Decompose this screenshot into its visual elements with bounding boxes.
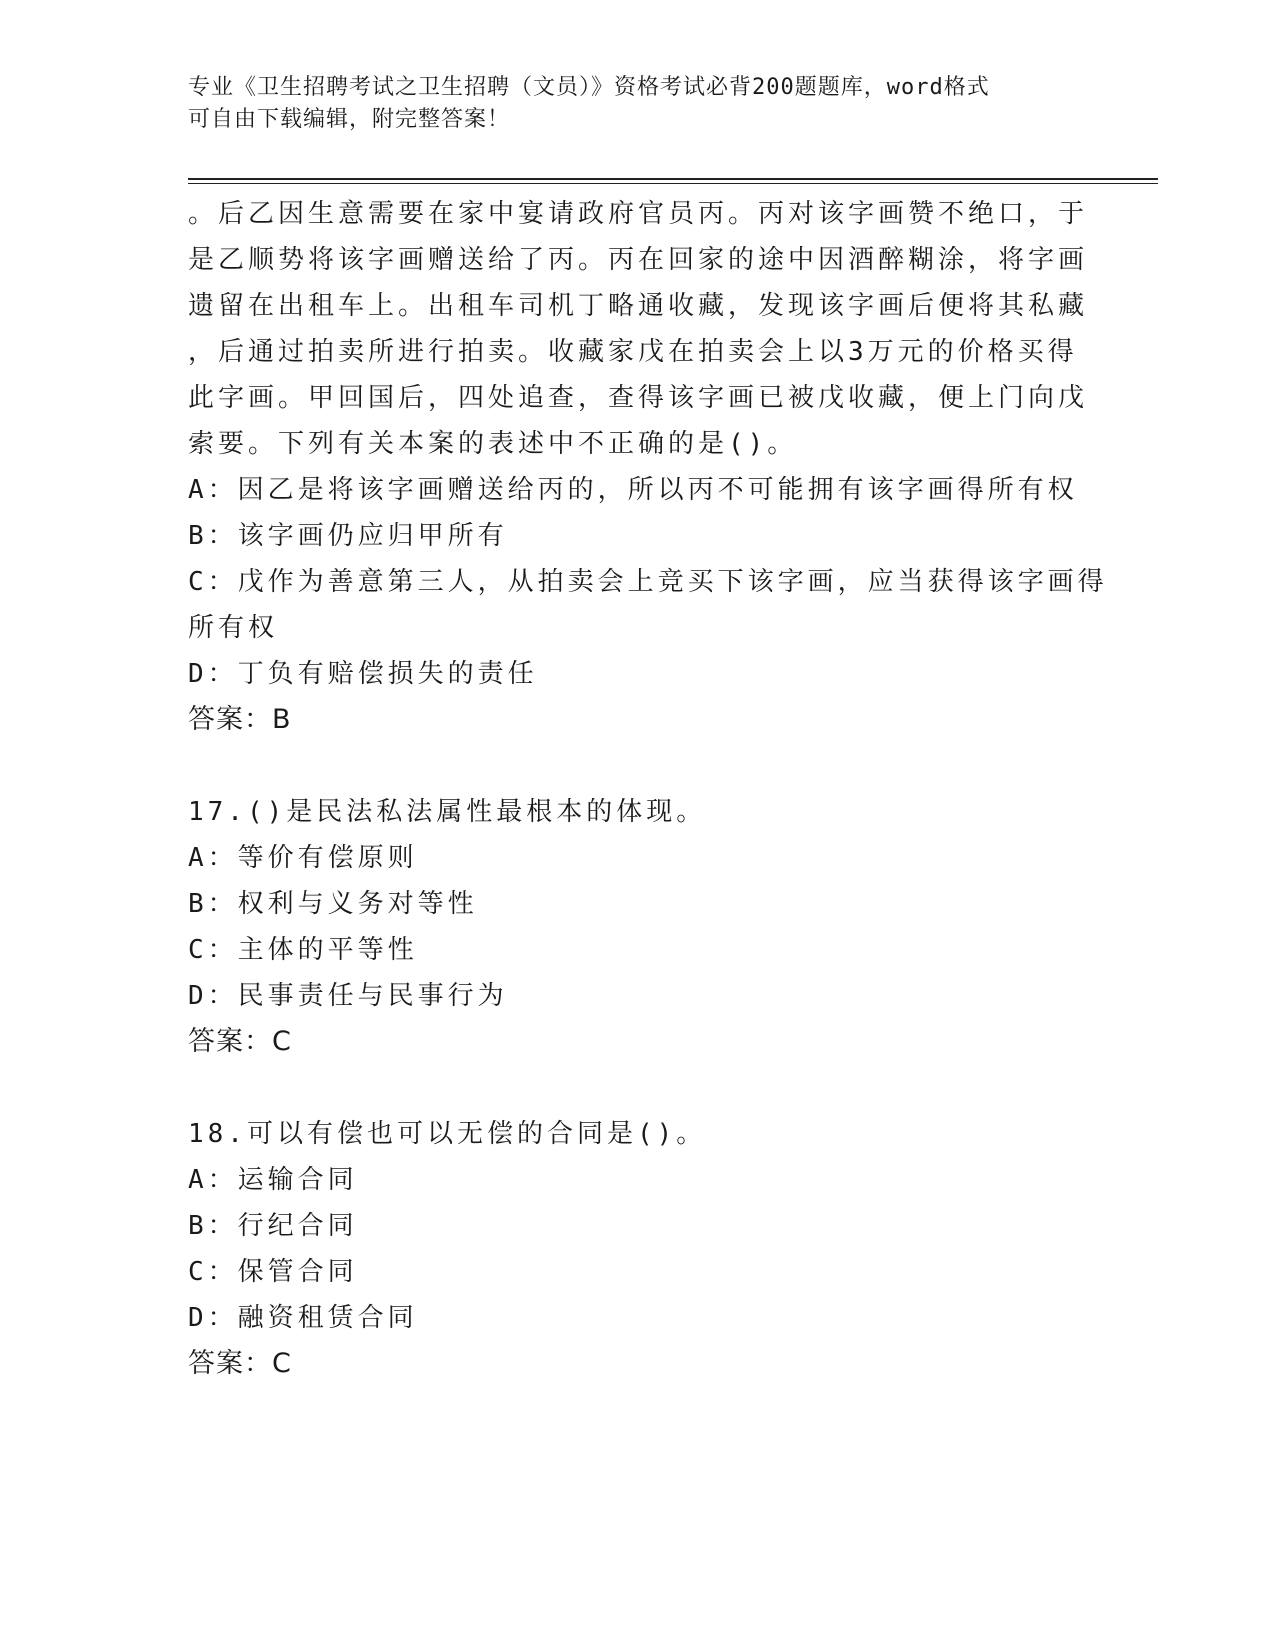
option-c: C：戊作为善意第三人，从拍卖会上竞买下该字画，应当获得该字画得	[188, 567, 1108, 597]
option-a: A：等价有偿原则	[188, 843, 418, 873]
header-line-1: 专业《卫生招聘考试之卫生招聘（文员）》资格考试必背200题题库，word格式	[188, 75, 990, 100]
question-text-line: 遗留在出租车上。出租车司机丁略通收藏，发现该字画后便将其私藏	[188, 291, 1089, 321]
spacer	[188, 743, 1088, 789]
answer-label: 答案：B	[188, 704, 292, 735]
question-text-line: 是乙顺势将该字画赠送给了丙。丙在回家的途中因酒醉糊涂，将字画	[188, 245, 1089, 275]
question-text: 17.()是民法私法属性最根本的体现。	[188, 797, 707, 827]
document-header	[188, 72, 1068, 136]
question-16-continued	[188, 191, 1108, 743]
option-a: A：运输合同	[188, 1165, 358, 1195]
question-17	[188, 789, 1088, 1065]
answer-label: 答案：C	[188, 1348, 292, 1379]
option-b: B：权利与义务对等性	[188, 889, 478, 919]
header-divider	[188, 178, 1158, 184]
option-d: D：民事责任与民事行为	[188, 981, 508, 1011]
option-c-continued: 所有权	[188, 613, 279, 643]
option-d: D：融资租赁合同	[188, 1303, 418, 1333]
spacer	[188, 1065, 1088, 1111]
question-text-line: 此字画。甲回国后，四处追查，查得该字画已被戊收藏，便上门向戊	[188, 383, 1089, 413]
document-body	[188, 191, 1108, 1387]
option-a: A：因乙是将该字画赠送给丙的，所以丙不可能拥有该字画得所有权	[188, 475, 1078, 505]
question-text-line: ，后通过拍卖所进行拍卖。收藏家戊在拍卖会上以3万元的价格买得	[188, 337, 1078, 367]
option-b: B：行纪合同	[188, 1211, 358, 1241]
option-b: B：该字画仍应归甲所有	[188, 521, 508, 551]
question-18	[188, 1111, 1088, 1387]
option-d: D：丁负有赔偿损失的责任	[188, 659, 538, 689]
question-text: 18.可以有偿也可以无偿的合同是()。	[188, 1119, 707, 1149]
option-c: C：保管合同	[188, 1257, 358, 1287]
answer-label: 答案：C	[188, 1026, 292, 1057]
question-text-line: 索要。下列有关本案的表述中不正确的是()。	[188, 429, 798, 459]
option-c: C：主体的平等性	[188, 935, 418, 965]
header-line-2: 可自由下载编辑，附完整答案！	[188, 107, 511, 132]
question-text-line: 。后乙因生意需要在家中宴请政府官员丙。丙对该字画赞不绝口，于	[188, 199, 1089, 229]
